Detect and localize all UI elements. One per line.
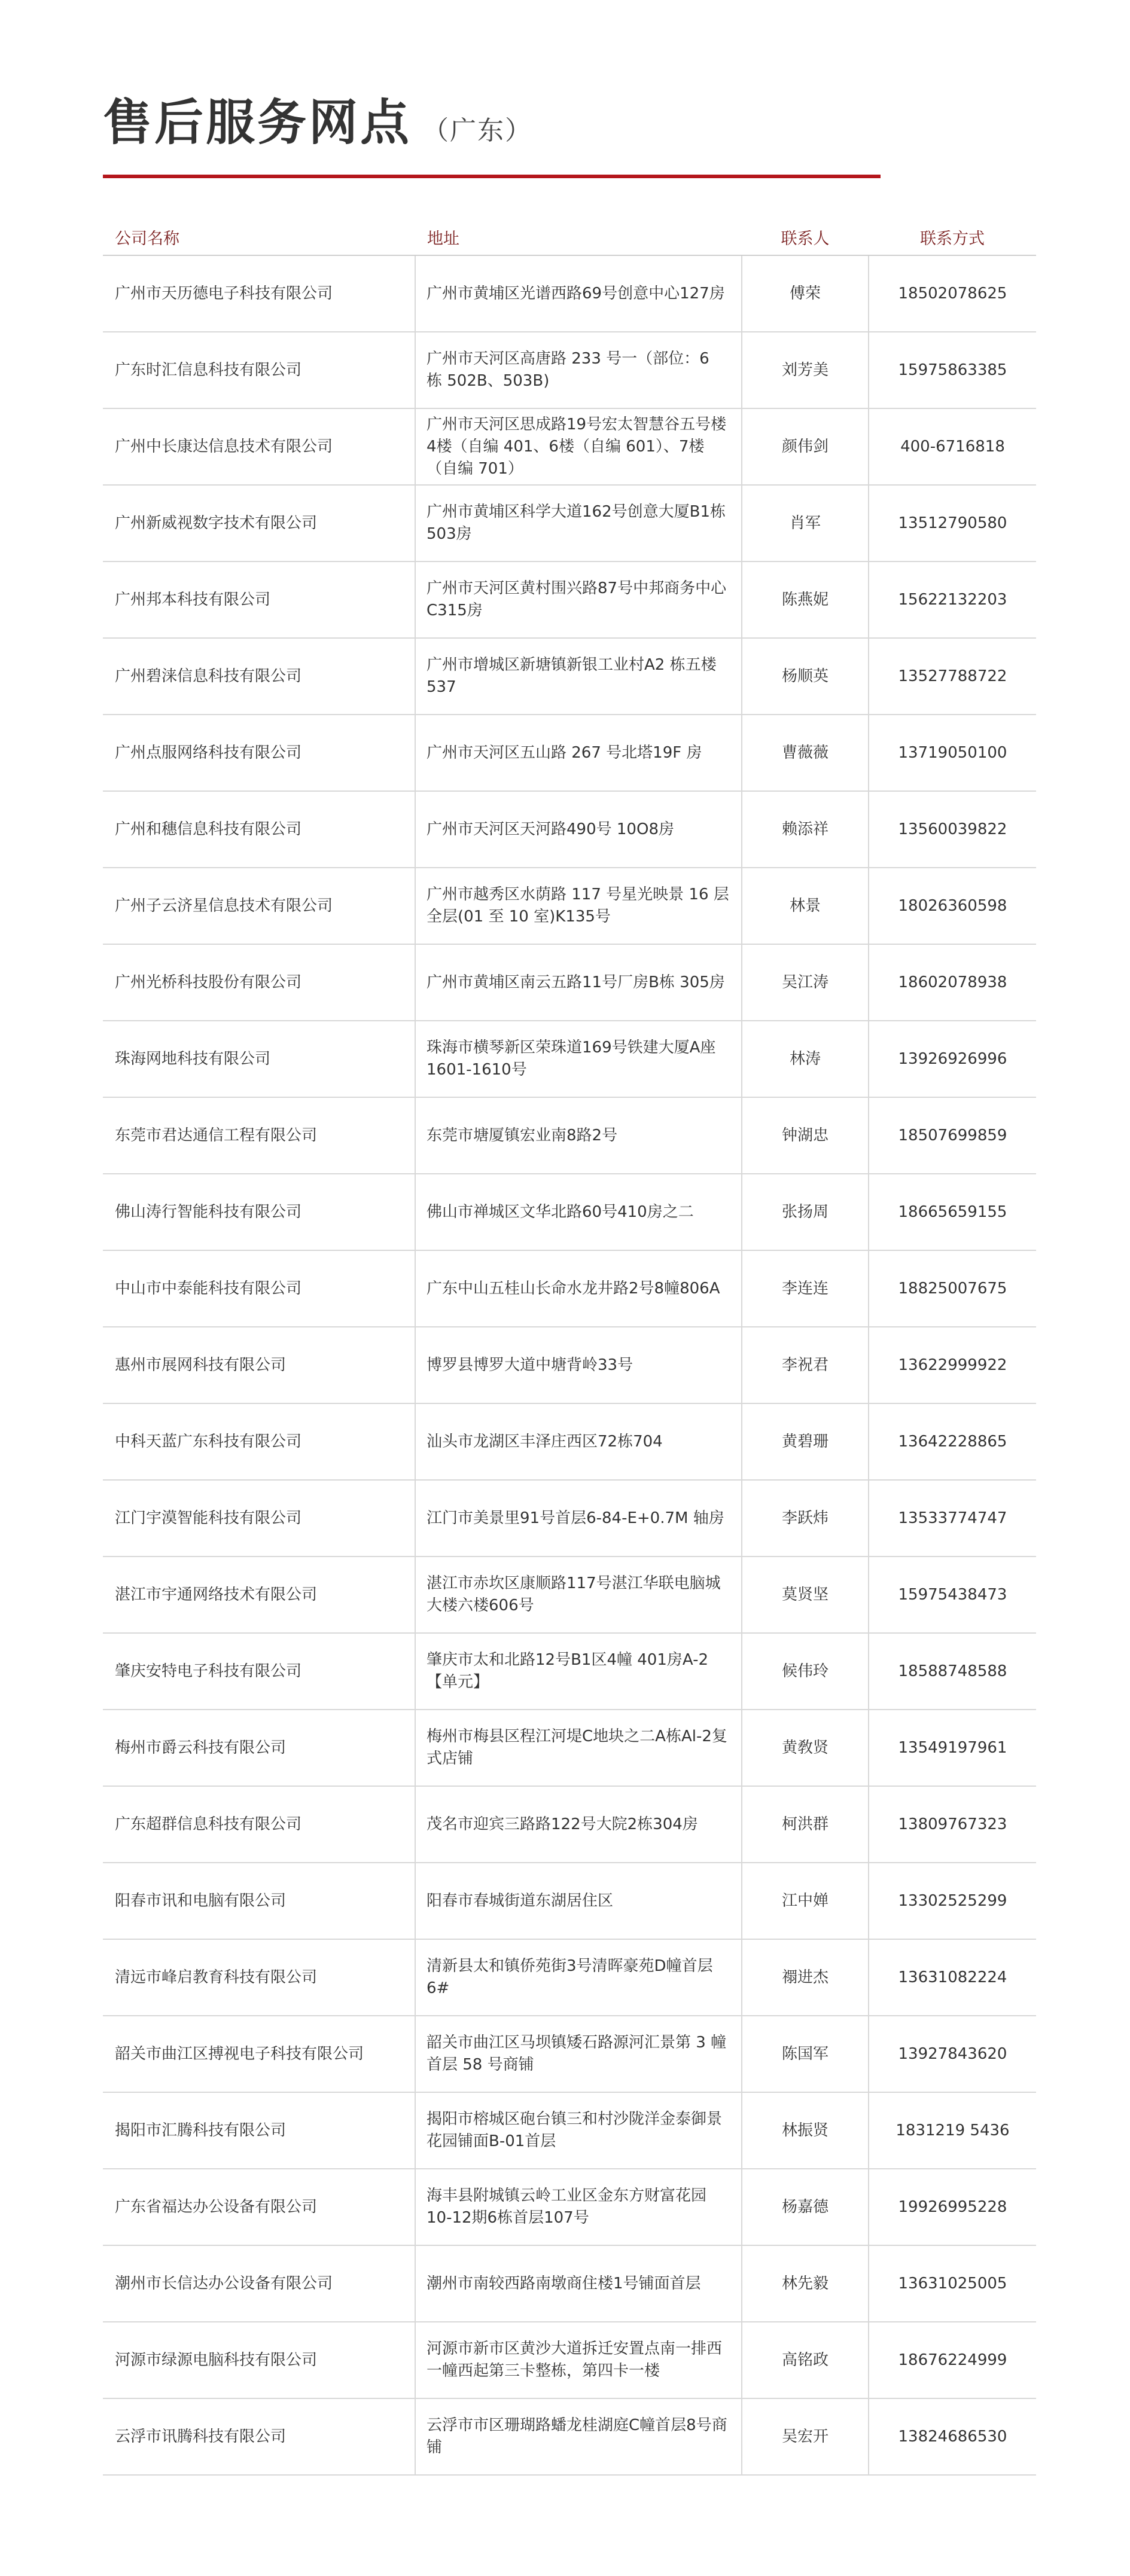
company-name-cell: 广东超群信息科技有限公司 [103,1786,415,1863]
company-name-cell: 江门宇漠智能科技有限公司 [103,1480,415,1556]
table-row [103,2016,1036,2092]
phone-number-cell: 13622999922 [869,1327,1036,1403]
phone-number-cell: 13719050100 [869,715,1036,791]
contact-person-cell: 李祝君 [742,1327,869,1403]
contact-person-cell: 杨嘉德 [742,2169,869,2245]
phone-number-cell: 18825007675 [869,1250,1036,1327]
address-cell: 广州市增城区新塘镇新银工业村A2 栋五楼537 [415,638,742,715]
phone-number-cell: 18676224999 [869,2322,1036,2398]
contact-person-cell: 吴宏开 [742,2398,869,2475]
address-cell: 河源市新市区黄沙大道拆迁安置点南一排西一幢西起第三卡整栋，第四卡一楼 [415,2322,742,2398]
title-underline [103,175,881,178]
table-row [103,2092,1036,2169]
address-cell: 博罗县博罗大道中塘背岭33号 [415,1327,742,1403]
table-row [103,1403,1036,1480]
contact-person-cell: 陈国军 [742,2016,869,2092]
service-points-table [103,219,1036,2476]
company-name-cell: 广东时汇信息科技有限公司 [103,332,415,408]
phone-number-cell: 13927843620 [869,2016,1036,2092]
address-cell: 湛江市赤坎区康顺路117号湛江华联电脑城大楼六楼606号 [415,1556,742,1633]
contact-person-cell: 候伟玲 [742,1633,869,1710]
contact-person-cell: 赖添祥 [742,791,869,868]
table-row [103,1710,1036,1786]
address-cell: 肇庆市太和北路12号B1区4幢 401房A-2【单元】 [415,1633,742,1710]
contact-person-cell: 黄敎贤 [742,1710,869,1786]
contact-person-cell: 林景 [742,868,869,944]
address-cell: 韶关市曲江区马坝镇矮石路源河汇景第 3 幢首层 58 号商铺 [415,2016,742,2092]
table-row [103,638,1036,715]
address-cell: 广州市天河区天河路490号 10O8房 [415,791,742,868]
table-header-row [103,219,1036,255]
phone-number-cell: 1831219 5436 [869,2092,1036,2169]
table-row [103,332,1036,408]
address-cell: 潮州市南较西路南墩商住楼1号铺面首层 [415,2245,742,2322]
phone-number-cell: 13824686530 [869,2398,1036,2475]
contact-person-cell: 傅荣 [742,255,869,332]
company-name-cell: 广州新威视数字技术有限公司 [103,485,415,561]
table-row [103,1250,1036,1327]
company-name-cell: 广州邦本科技有限公司 [103,561,415,638]
contact-person-cell: 林涛 [742,1021,869,1097]
company-name-cell: 潮州市长信达办公设备有限公司 [103,2245,415,2322]
address-cell: 梅州市梅县区程江河堤C地块之二A栋Al-2复式店铺 [415,1710,742,1786]
phone-number-cell: 400-6716818 [869,408,1036,485]
company-name-cell: 广东省福达办公设备有限公司 [103,2169,415,2245]
table-row [103,1021,1036,1097]
company-name-cell: 中山市中泰能科技有限公司 [103,1250,415,1327]
table-body [103,255,1036,2475]
phone-number-cell: 13560039822 [869,791,1036,868]
address-cell: 海丰县附城镇云岭工业区金东方财富花园10-12期6栋首层107号 [415,2169,742,2245]
company-name-cell: 广州光桥科技股份有限公司 [103,944,415,1021]
column-header-phone: 联系方式 [869,219,1036,255]
contact-person-cell: 颜伟剑 [742,408,869,485]
address-cell: 珠海市横琴新区荣珠道169号铁建大厦A座1601-1610号 [415,1021,742,1097]
phone-number-cell: 18665659155 [869,1174,1036,1250]
table-header [103,219,1036,255]
company-name-cell: 珠海网地科技有限公司 [103,1021,415,1097]
company-name-cell: 河源市绿源电脑科技有限公司 [103,2322,415,2398]
table-row [103,1097,1036,1174]
address-cell: 广州市越秀区水荫路 117 号星光映景 16 层全层(01 至 10 室)K135号 [415,868,742,944]
column-header-contact: 联系人 [742,219,869,255]
contact-person-cell: 黄碧珊 [742,1403,869,1480]
address-cell: 茂名市迎宾三路路122号大院2栋304房 [415,1786,742,1863]
phone-number-cell: 18507699859 [869,1097,1036,1174]
phone-number-cell: 19926995228 [869,2169,1036,2245]
company-name-cell: 云浮市讯腾科技有限公司 [103,2398,415,2475]
company-name-cell: 中科天蓝广东科技有限公司 [103,1403,415,1480]
company-name-cell: 广州点服网络科技有限公司 [103,715,415,791]
table-row [103,408,1036,485]
table-row [103,485,1036,561]
table-row [103,1786,1036,1863]
contact-person-cell: 柯洪群 [742,1786,869,1863]
contact-person-cell: 陈燕妮 [742,561,869,638]
address-cell: 广州市黄埔区科学大道162号创意大厦B1栋503房 [415,485,742,561]
table-row [103,1939,1036,2016]
phone-number-cell: 13302525299 [869,1863,1036,1939]
table-row [103,2169,1036,2245]
contact-person-cell: 曹薇薇 [742,715,869,791]
company-name-cell: 湛江市宇通网络技术有限公司 [103,1556,415,1633]
address-cell: 广州市天河区黄村围兴路87号中邦商务中心C315房 [415,561,742,638]
company-name-cell: 梅州市爵云科技有限公司 [103,1710,415,1786]
contact-person-cell: 莫贤坚 [742,1556,869,1633]
column-header-company: 公司名称 [103,219,415,255]
phone-number-cell: 18026360598 [869,868,1036,944]
phone-number-cell: 13527788722 [869,638,1036,715]
phone-number-cell: 13631082224 [869,1939,1036,2016]
address-cell: 广州市天河区高唐路 233 号一（部位：6 栋 502B、503B) [415,332,742,408]
company-name-cell: 韶关市曲江区搏视电子科技有限公司 [103,2016,415,2092]
table-row [103,1327,1036,1403]
table-row [103,1174,1036,1250]
contact-person-cell: 吴江涛 [742,944,869,1021]
contact-person-cell: 李连连 [742,1250,869,1327]
company-name-cell: 广州子云济星信息技术有限公司 [103,868,415,944]
contact-person-cell: 林先毅 [742,2245,869,2322]
contact-person-cell: 刘芳美 [742,332,869,408]
address-cell: 清新县太和镇侨苑街3号清晖豪苑D幢首层6# [415,1939,742,2016]
company-name-cell: 广州碧涞信息科技有限公司 [103,638,415,715]
table-row [103,1633,1036,1710]
contact-person-cell: 张扬周 [742,1174,869,1250]
table-row [103,868,1036,944]
phone-number-cell: 13549197961 [869,1710,1036,1786]
address-cell: 广东中山五桂山长命水龙井路2号8幢806A [415,1250,742,1327]
address-cell: 佛山市禅城区文华北路60号410房之二 [415,1174,742,1250]
company-name-cell: 揭阳市汇腾科技有限公司 [103,2092,415,2169]
company-name-cell: 东莞市君达通信工程有限公司 [103,1097,415,1174]
address-cell: 江门市美景里91号首层6-84-E+0.7M 轴房 [415,1480,742,1556]
contact-person-cell: 李跃炜 [742,1480,869,1556]
company-name-cell: 广州中长康达信息技术有限公司 [103,408,415,485]
column-header-address: 地址 [415,219,742,255]
contact-person-cell: 高铭政 [742,2322,869,2398]
contact-person-cell: 江中婵 [742,1863,869,1939]
address-cell: 广州市天河区五山路 267 号北塔19F 房 [415,715,742,791]
address-cell: 揭阳市榕城区砲台镇三和村沙陇洋金泰御景花园铺面B-01首层 [415,2092,742,2169]
phone-number-cell: 15975438473 [869,1556,1036,1633]
company-name-cell: 阳春市讯和电脑有限公司 [103,1863,415,1939]
phone-number-cell: 13809767323 [869,1786,1036,1863]
table-row [103,791,1036,868]
table-row [103,944,1036,1021]
table-row [103,2245,1036,2322]
phone-number-cell: 13533774747 [869,1480,1036,1556]
address-cell: 东莞市塘厦镇宏业南8路2号 [415,1097,742,1174]
page-title-region: （广东） [422,115,533,146]
phone-number-cell: 13512790580 [869,485,1036,561]
address-cell: 广州市黄埔区光谱西路69号创意中心127房 [415,255,742,332]
page-title-main: 售后服务网点 [103,94,412,151]
company-name-cell: 肇庆安特电子科技有限公司 [103,1633,415,1710]
company-name-cell: 清远市峰启教育科技有限公司 [103,1939,415,2016]
contact-person-cell: 钟湖忠 [742,1097,869,1174]
phone-number-cell: 13926926996 [869,1021,1036,1097]
address-cell: 广州市黄埔区南云五路11号厂房B栋 305房 [415,944,742,1021]
phone-number-cell: 18502078625 [869,255,1036,332]
table-row [103,715,1036,791]
company-name-cell: 广州和穗信息科技有限公司 [103,791,415,868]
company-name-cell: 惠州市展网科技有限公司 [103,1327,415,1403]
phone-number-cell: 15622132203 [869,561,1036,638]
table-row [103,2322,1036,2398]
contact-person-cell: 禤进杰 [742,1939,869,2016]
table-row [103,561,1036,638]
company-name-cell: 广州市天历德电子科技有限公司 [103,255,415,332]
contact-person-cell: 林振贤 [742,2092,869,2169]
address-cell: 汕头市龙湖区丰泽庄西区72栋704 [415,1403,742,1480]
table-row [103,2398,1036,2475]
phone-number-cell: 18588748588 [869,1633,1036,1710]
address-cell: 广州市天河区思成路19号宏太智慧谷五号楼4楼（自编 401、6楼（自编 601）、7楼（自编 701） [415,408,742,485]
table-row [103,255,1036,332]
page-title [103,84,881,154]
address-cell: 阳春市春城街道东湖居住区 [415,1863,742,1939]
contact-person-cell: 杨顺英 [742,638,869,715]
phone-number-cell: 18602078938 [869,944,1036,1021]
address-cell: 云浮市市区珊瑚路蟠龙桂湖庭C幢首层8号商铺 [415,2398,742,2475]
page-header [103,84,881,154]
contact-person-cell: 肖军 [742,485,869,561]
phone-number-cell: 13642228865 [869,1403,1036,1480]
phone-number-cell: 15975863385 [869,332,1036,408]
service-points-table-wrapper [103,219,1036,2476]
table-row [103,1480,1036,1556]
company-name-cell: 佛山涛行智能科技有限公司 [103,1174,415,1250]
table-row [103,1556,1036,1633]
phone-number-cell: 13631025005 [869,2245,1036,2322]
table-row [103,1863,1036,1939]
